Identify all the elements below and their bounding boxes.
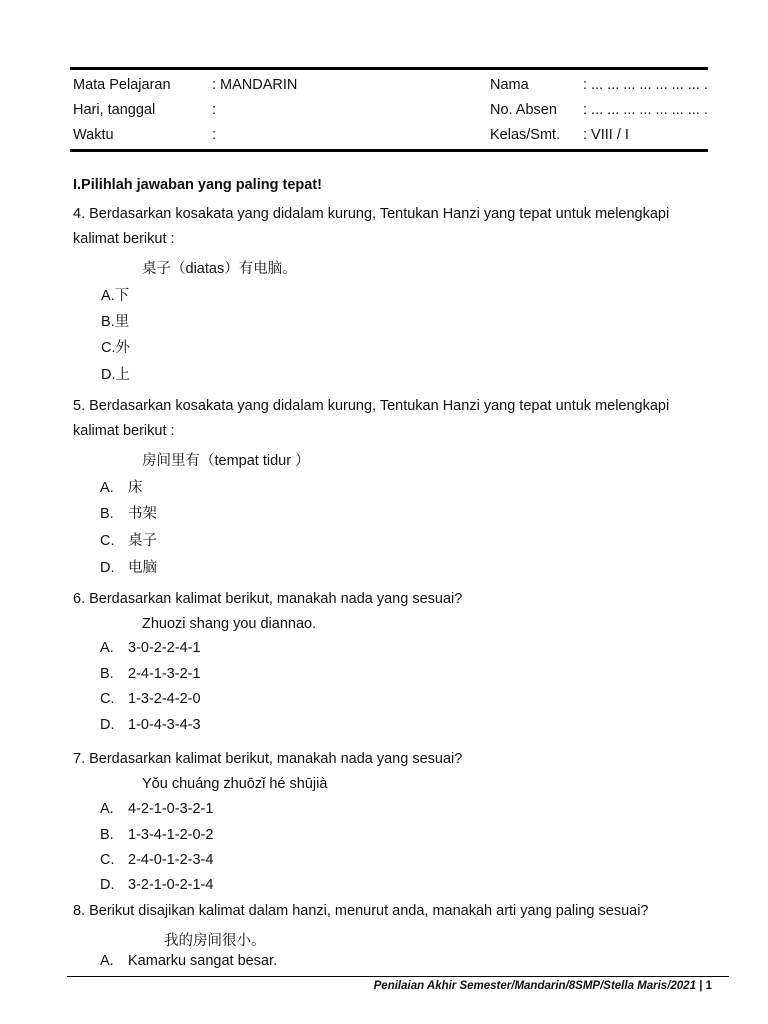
question-4-text-line2: kalimat berikut : bbox=[73, 231, 175, 247]
value-nama: : ... ... ... ... ... ... ... . bbox=[583, 77, 708, 93]
option-text: 上 bbox=[115, 367, 130, 383]
value-kelas-smt: : VIII / I bbox=[583, 127, 629, 143]
option-letter: A. bbox=[100, 801, 114, 817]
question-5-option-c bbox=[100, 529, 157, 550]
question-6-option-c bbox=[100, 691, 201, 707]
option-letter: B. bbox=[100, 666, 114, 682]
footer-text: Penilaian Akhir Semester/Mandarin/8SMP/Stella Maris/2021 bbox=[373, 980, 696, 992]
question-5-option-a bbox=[100, 476, 143, 497]
question-5-text-line1: 5. Berdasarkan kosakata yang didalam kurung, Tentukan Hanzi yang tepat untuk melengkapi bbox=[73, 398, 670, 414]
option-text: 桌子 bbox=[128, 533, 157, 549]
option-letter: A. bbox=[100, 480, 114, 496]
option-letter: B. bbox=[101, 314, 115, 330]
page-footer bbox=[374, 980, 712, 992]
question-6-option-a bbox=[100, 640, 201, 656]
label-kelas-smt: Kelas/Smt. bbox=[490, 127, 561, 143]
question-6-option-d bbox=[100, 717, 201, 733]
option-letter: C. bbox=[101, 340, 116, 356]
question-4-option-a bbox=[101, 284, 129, 305]
option-letter: C. bbox=[100, 691, 115, 707]
option-letter: A. bbox=[100, 953, 114, 969]
option-text: 3-0-2-2-4-1 bbox=[128, 640, 201, 656]
label-nama: Nama bbox=[490, 77, 529, 93]
option-letter: C. bbox=[100, 852, 115, 868]
question-7-option-c bbox=[100, 852, 213, 868]
label-no-absen: No. Absen bbox=[490, 102, 557, 118]
value-waktu: : bbox=[212, 127, 217, 143]
question-5-prompt: 房间里有（tempat tidur ） bbox=[142, 453, 310, 469]
option-text: 1-3-4-1-2-0-2 bbox=[128, 827, 214, 843]
option-text: Kamarku sangat besar. bbox=[128, 953, 278, 969]
option-letter: D. bbox=[100, 877, 115, 893]
question-6-prompt: Zhuozi shang you diannao. bbox=[142, 616, 317, 632]
option-letter: B. bbox=[100, 506, 114, 522]
question-7-prompt: Yǒu chuáng zhuōzǐ hé shūjià bbox=[142, 776, 328, 792]
question-4-option-d bbox=[101, 363, 130, 384]
question-7-option-d bbox=[100, 877, 213, 893]
option-text: 下 bbox=[114, 288, 130, 304]
option-letter: C. bbox=[100, 533, 115, 549]
question-4-prompt: 桌子（diatas）有电脑。 bbox=[142, 261, 297, 277]
page-number: | 1 bbox=[699, 980, 712, 992]
option-text: 外 bbox=[115, 340, 130, 356]
option-text: 书架 bbox=[128, 506, 157, 522]
question-7-option-a bbox=[100, 801, 213, 817]
question-8-text: 8. Berikut disajikan kalimat dalam hanzi, menurut anda, manakah arti yang paling sesuai? bbox=[73, 903, 649, 919]
question-6-option-b bbox=[100, 666, 201, 682]
option-text: 2-4-0-1-2-3-4 bbox=[128, 852, 214, 868]
option-text: 电脑 bbox=[128, 560, 157, 576]
question-4-option-b bbox=[101, 310, 129, 331]
label-mata-pelajaran: Mata Pelajaran bbox=[73, 77, 171, 93]
option-letter: B. bbox=[100, 827, 114, 843]
option-text: 床 bbox=[128, 480, 143, 496]
value-mata-pelajaran: : MANDARIN bbox=[212, 77, 298, 93]
option-text: 2-4-1-3-2-1 bbox=[128, 666, 201, 682]
question-7-text: 7. Berdasarkan kalimat berikut, manakah nada yang sesuai? bbox=[73, 751, 463, 767]
option-letter: A. bbox=[100, 640, 114, 656]
label-waktu: Waktu bbox=[73, 127, 114, 143]
option-letter: D. bbox=[101, 367, 116, 383]
header-top-rule bbox=[70, 67, 708, 70]
question-5-option-b bbox=[100, 502, 157, 523]
value-no-absen: : ... ... ... ... ... ... ... . bbox=[583, 102, 708, 118]
question-5-option-d bbox=[100, 556, 157, 577]
option-text: 里 bbox=[114, 314, 130, 330]
option-letter: D. bbox=[100, 560, 115, 576]
header-bottom-rule bbox=[70, 149, 708, 152]
question-8-prompt: 我的房间很小。 bbox=[164, 933, 266, 949]
question-4-option-c bbox=[101, 336, 130, 357]
question-7-option-b bbox=[100, 827, 213, 843]
option-text: 3-2-1-0-2-1-4 bbox=[128, 877, 214, 893]
option-text: 1-3-2-4-2-0 bbox=[128, 691, 201, 707]
option-text: 4-2-1-0-3-2-1 bbox=[128, 801, 214, 817]
question-4-text-line1: 4. Berdasarkan kosakata yang didalam kurung, Tentukan Hanzi yang tepat untuk melengkapi bbox=[73, 206, 670, 222]
question-8-option-a bbox=[100, 953, 277, 969]
option-letter: D. bbox=[100, 717, 115, 733]
label-hari-tanggal: Hari, tanggal bbox=[73, 102, 156, 118]
question-6-text: 6. Berdasarkan kalimat berikut, manakah nada yang sesuai? bbox=[73, 591, 463, 607]
option-letter: A. bbox=[101, 288, 115, 304]
section-title: I.Pilihlah jawaban yang paling tepat! bbox=[73, 177, 322, 193]
question-5-text-line2: kalimat berikut : bbox=[73, 423, 175, 439]
option-text: 1-0-4-3-4-3 bbox=[128, 717, 201, 733]
footer-rule bbox=[67, 976, 729, 977]
value-hari-tanggal: : bbox=[212, 102, 217, 118]
